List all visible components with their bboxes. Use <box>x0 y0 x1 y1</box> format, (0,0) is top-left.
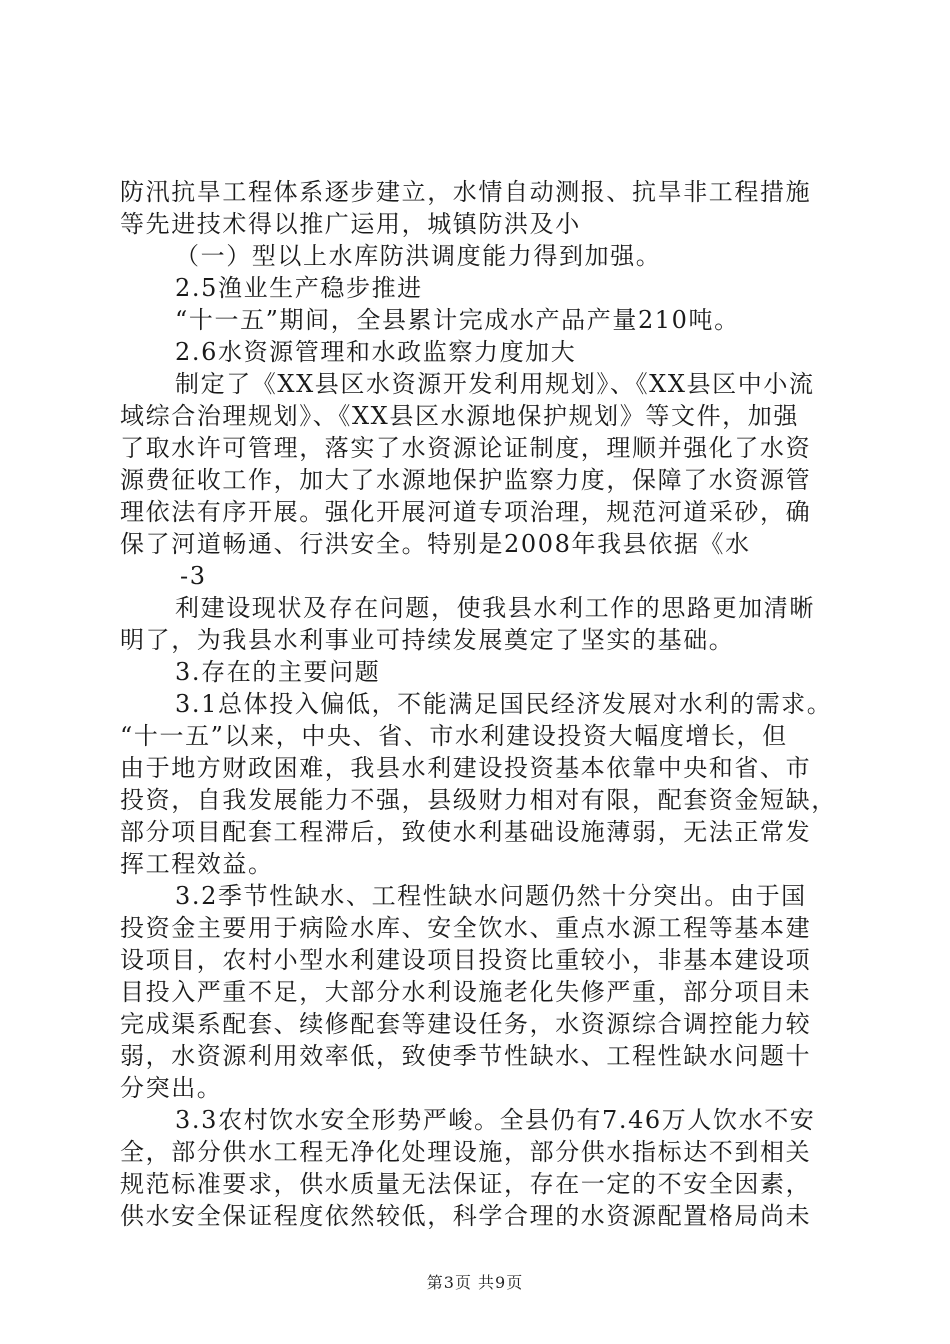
inline-page-number: -3 <box>180 562 207 590</box>
body-text-line: 弱，水资源利用效率低，致使季节性缺水、工程性缺水问题十 <box>120 1042 812 1070</box>
body-text-line: 等先进技术得以推广运用，城镇防洪及小 <box>120 210 581 238</box>
body-text-line: 3.1总体投入偏低，不能满足国民经济发展对水利的需求。 <box>175 690 833 718</box>
body-text-line: 投资，自我发展能力不强，县级财力相对有限，配套资金短缺， <box>120 786 837 814</box>
body-text-line: “十一五”期间，全县累计完成水产品产量210吨。 <box>175 306 740 334</box>
page-footer: 第3页 共9页 <box>426 1273 524 1292</box>
body-text-line: （一）型以上水库防洪调度能力得到加强。 <box>175 242 662 270</box>
body-text-line: 源费征收工作，加大了水源地保护监察力度，保障了水资源管 <box>120 466 812 494</box>
body-text-line: 3.2季节性缺水、工程性缺水问题仍然十分突出。由于国 <box>175 882 807 910</box>
body-text-line: 了取水许可管理，落实了水资源论证制度，理顺并强化了水资 <box>120 434 812 462</box>
body-text-line: 挥工程效益。 <box>120 850 274 878</box>
body-text-line: 完成渠系配套、续修配套等建设任务，水资源综合调控能力较 <box>120 1010 812 1038</box>
body-text-line: 分突出。 <box>120 1074 223 1102</box>
body-text-line: 规范标准要求，供水质量无法保证，存在一定的不安全因素， <box>120 1170 812 1198</box>
body-text-line: 部分项目配套工程滞后，致使水利基础设施薄弱，无法正常发 <box>120 818 812 846</box>
section-heading: 3.存在的主要问题 <box>175 658 381 686</box>
body-text-line: 制定了《XX县区水资源开发利用规划》、《XX县区中小流 <box>175 370 815 398</box>
body-text-line: 设项目，农村小型水利建设项目投资比重较小，非基本建设项 <box>120 946 812 974</box>
body-text-line: 3.3农村饮水安全形势严峻。全县仍有7.46万人饮水不安 <box>175 1106 816 1134</box>
body-text-line: 防汛抗旱工程体系逐步建立，水情自动测报、抗旱非工程措施 <box>120 178 812 206</box>
body-text-line: 由于地方财政困难，我县水利建设投资基本依靠中央和省、市 <box>120 754 812 782</box>
body-text-line: 明了，为我县水利事业可持续发展奠定了坚实的基础。 <box>120 626 735 654</box>
body-text-line: 保了河道畅通、行洪安全。特别是2008年我县依据《水 <box>120 530 751 558</box>
body-text-line: 投资金主要用于病险水库、安全饮水、重点水源工程等基本建 <box>120 914 812 942</box>
body-text-line: 利建设现状及存在问题，使我县水利工作的思路更加清晰 <box>175 594 815 622</box>
body-text-line: 供水安全保证程度依然较低，科学合理的水资源配置格局尚未 <box>120 1202 812 1230</box>
section-heading: 2.5渔业生产稳步推进 <box>175 274 423 302</box>
body-text-line: 全，部分供水工程无净化处理设施，部分供水指标达不到相关 <box>120 1138 812 1166</box>
body-text-line: “十一五”以来，中央、省、市水利建设投资大幅度增长，但 <box>120 722 788 750</box>
section-heading: 2.6水资源管理和水政监察力度加大 <box>175 338 577 366</box>
body-text-line: 域综合治理规划》、《XX县区水源地保护规划》等文件，加强 <box>120 402 799 430</box>
body-text-line: 目投入严重不足，大部分水利设施老化失修严重，部分项目未 <box>120 978 812 1006</box>
body-text-line: 理依法有序开展。强化开展河道专项治理，规范河道采砂，确 <box>120 498 812 526</box>
